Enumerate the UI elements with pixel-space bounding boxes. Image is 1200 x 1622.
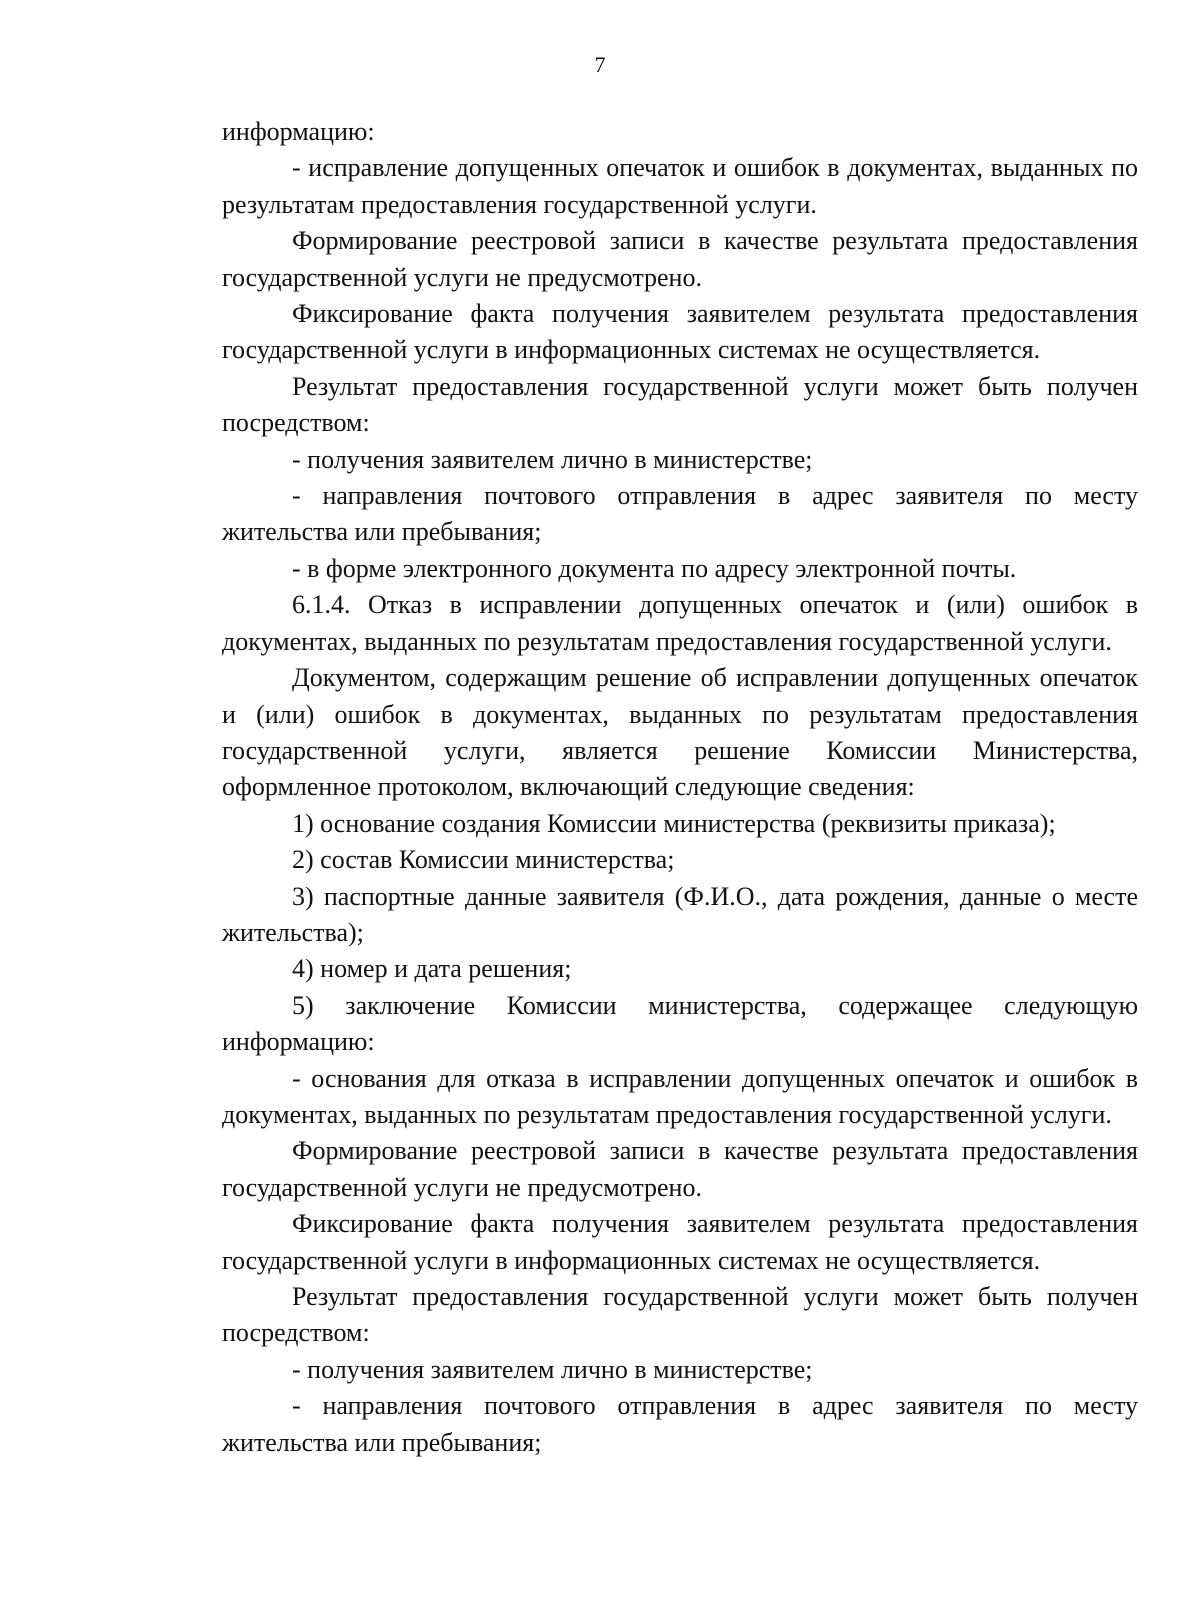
page-number: 7 [594, 52, 606, 77]
paragraph: Фиксирование факта получения заявителем результата предоставления государственной услуги в информационных системах не осуществляется. [222, 1209, 1138, 1275]
document-body [222, 114, 1138, 1461]
list-item: - в форме электронного документа по адресу электронной почты. [292, 553, 1017, 583]
section-heading: 6.1.4. Отказ в исправлении допущенных опечаток и (или) ошибок в документах, выданных по результатам предоставления государственной услуги. [222, 590, 1138, 656]
list-item: 4) номер и дата решения; [292, 954, 572, 984]
list-item: - получения заявителем лично в министерстве; [292, 444, 813, 474]
paragraph: Фиксирование факта получения заявителем результата предоставления государственной услуги в информационных системах не осуществляется. [222, 299, 1138, 365]
paragraph: Документом, содержащим решение об исправлении допущенных опечаток и (или) ошибок в документах, выданных по результатам предоставления государственной услуги, является решение Комиссии Министерства, оформленное протоколом, включающий следующие сведения: [222, 663, 1138, 802]
paragraph: Формирование реестровой записи в качестве результата предоставления государственной услуги не предусмотрено. [222, 226, 1138, 292]
list-item: 3) паспортные данные заявителя (Ф.И.О., дата рождения, данные о месте жительства); [222, 881, 1138, 947]
list-item: - направления почтового отправления в адрес заявителя по месту жительства или пребывания; [222, 1391, 1138, 1457]
list-item: - получения заявителем лично в министерстве; [292, 1354, 813, 1384]
paragraph: Результат предоставления государственной услуги может быть получен посредством: [222, 1282, 1138, 1348]
paragraph: Формирование реестровой записи в качестве результата предоставления государственной услуги не предусмотрено. [222, 1136, 1138, 1202]
list-item: - основания для отказа в исправлении допущенных опечаток и ошибок в документах, выданных по результатам предоставления государственной услуги. [222, 1063, 1138, 1129]
paragraph: информацию: [222, 117, 375, 146]
list-item: 5) заключение Комиссии министерства, содержащее следующую информацию: [222, 990, 1138, 1057]
paragraph: Результат предоставления государственной услуги может быть получен посредством: [222, 371, 1138, 438]
list-item: - исправление допущенных опечаток и ошибок в документах, выданных по результатам предоставления государственной услуги. [222, 153, 1138, 219]
list-item: 2) состав Комиссии министерства; [292, 845, 675, 875]
list-item: 1) основание создания Комиссии министерства (реквизиты приказа); [292, 808, 1056, 838]
list-item: - направления почтового отправления в адрес заявителя по месту жительства или пребывания; [222, 481, 1138, 547]
